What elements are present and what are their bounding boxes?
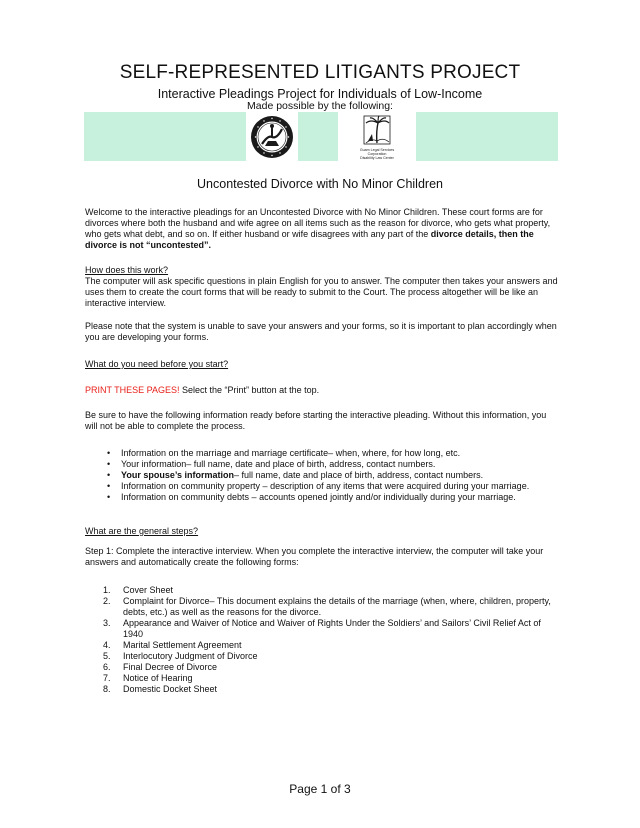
- how-paragraph: The computer will ask specific questions in plain English for you to answer. The computer then takes your answers and uses them to create the court forms that will be ready to submit to the Court. The process altogether will be like an interactive interview.: [85, 276, 558, 308]
- print-warning: PRINT THESE PAGES!: [85, 385, 180, 395]
- print-instruction: [85, 385, 559, 396]
- document-heading: Uncontested Divorce with No Minor Children: [197, 177, 443, 191]
- intro-text: Welcome to the interactive pleadings for an Uncontested Divorce with No Minor Children. These court forms are for divorces where both the husband and wife agree on all items such as the reason for divorce, who gets what property, who gets what debt, and so on. If either husband or wife disagrees with any part of the: [85, 207, 551, 239]
- list-item: 7. Notice of Hearing: [103, 673, 193, 683]
- gls-line-3: Disability Law Center: [360, 156, 394, 160]
- list-item: • Your spouse’s information– full name, date and place of birth, address, contact numbers.: [107, 470, 559, 481]
- list-item: • Information on the marriage and marriage certificate– when, where, for how long, etc.: [107, 448, 559, 459]
- required-info-list: [107, 448, 559, 503]
- print-rest: Select the “Print” button at the top.: [179, 385, 320, 395]
- guam-legal-services-logo-icon: [344, 114, 410, 160]
- sponsor-banner: [84, 112, 558, 161]
- gls-line-1: Guam Legal Services: [359, 148, 395, 152]
- list-item: 4. Marital Settlement Agreement: [103, 640, 242, 650]
- intro-paragraph: [85, 207, 559, 251]
- list-item: • Your information– full name, date and place of birth, address, contact numbers.: [107, 459, 559, 470]
- list-item: 8. Domestic Docket Sheet: [103, 684, 218, 694]
- how-heading: How does this work?: [85, 265, 169, 275]
- intro-bold-text: divorce details, then the divorce is not “uncontested”.: [85, 229, 534, 250]
- palm-tree-icon: [344, 114, 410, 148]
- steps-heading: What are the general steps?: [85, 526, 199, 536]
- need-heading: What do you need before you start?: [85, 359, 229, 369]
- ready-paragraph: Be sure to have the following information ready before starting the interactive pleading. Without this information, you will not be able to complete the process.: [85, 410, 547, 431]
- gls-line-2: Corporation: [367, 152, 387, 156]
- forms-list: [103, 585, 559, 695]
- project-title: SELF-REPRESENTED LITIGANTS PROJECT: [119, 62, 521, 83]
- page-number: Page 1 of 3: [289, 782, 351, 796]
- list-item: • Information on community property – description of any items that were acquired during your marriage.: [107, 481, 559, 492]
- list-item: • Information on community debts – accounts opened jointly and/or individually during your marriage.: [107, 492, 559, 503]
- project-subtitle: Interactive Pleadings Project for Individuals of Low-Income: [157, 87, 483, 101]
- court-seal-icon: [250, 115, 294, 159]
- note-paragraph: Please note that the system is unable to save your answers and your forms, so it is important to plan accordingly when you are developing your forms.: [85, 321, 557, 342]
- made-possible-text: Made possible by the following:: [247, 100, 393, 112]
- list-item: 1. Cover Sheet: [103, 585, 174, 595]
- list-item: 3. Appearance and Waiver of Notice and Waiver of Rights Under the Soldiers’ and Sailors’ Civil Relief Act of 1940: [103, 618, 541, 639]
- step1-paragraph: Step 1: Complete the interactive interview. When you complete the interactive interview, the computer will take your answers and automatically create the following forms:: [85, 546, 544, 567]
- list-item: 2. Complaint for Divorce– This document explains the details of the marriage (when, where, children, property, debts, etc.) as well as the reasons for the divorce.: [103, 596, 551, 617]
- list-item: 5. Interlocutory Judgment of Divorce: [103, 651, 258, 661]
- list-item: 6. Final Decree of Divorce: [103, 662, 218, 672]
